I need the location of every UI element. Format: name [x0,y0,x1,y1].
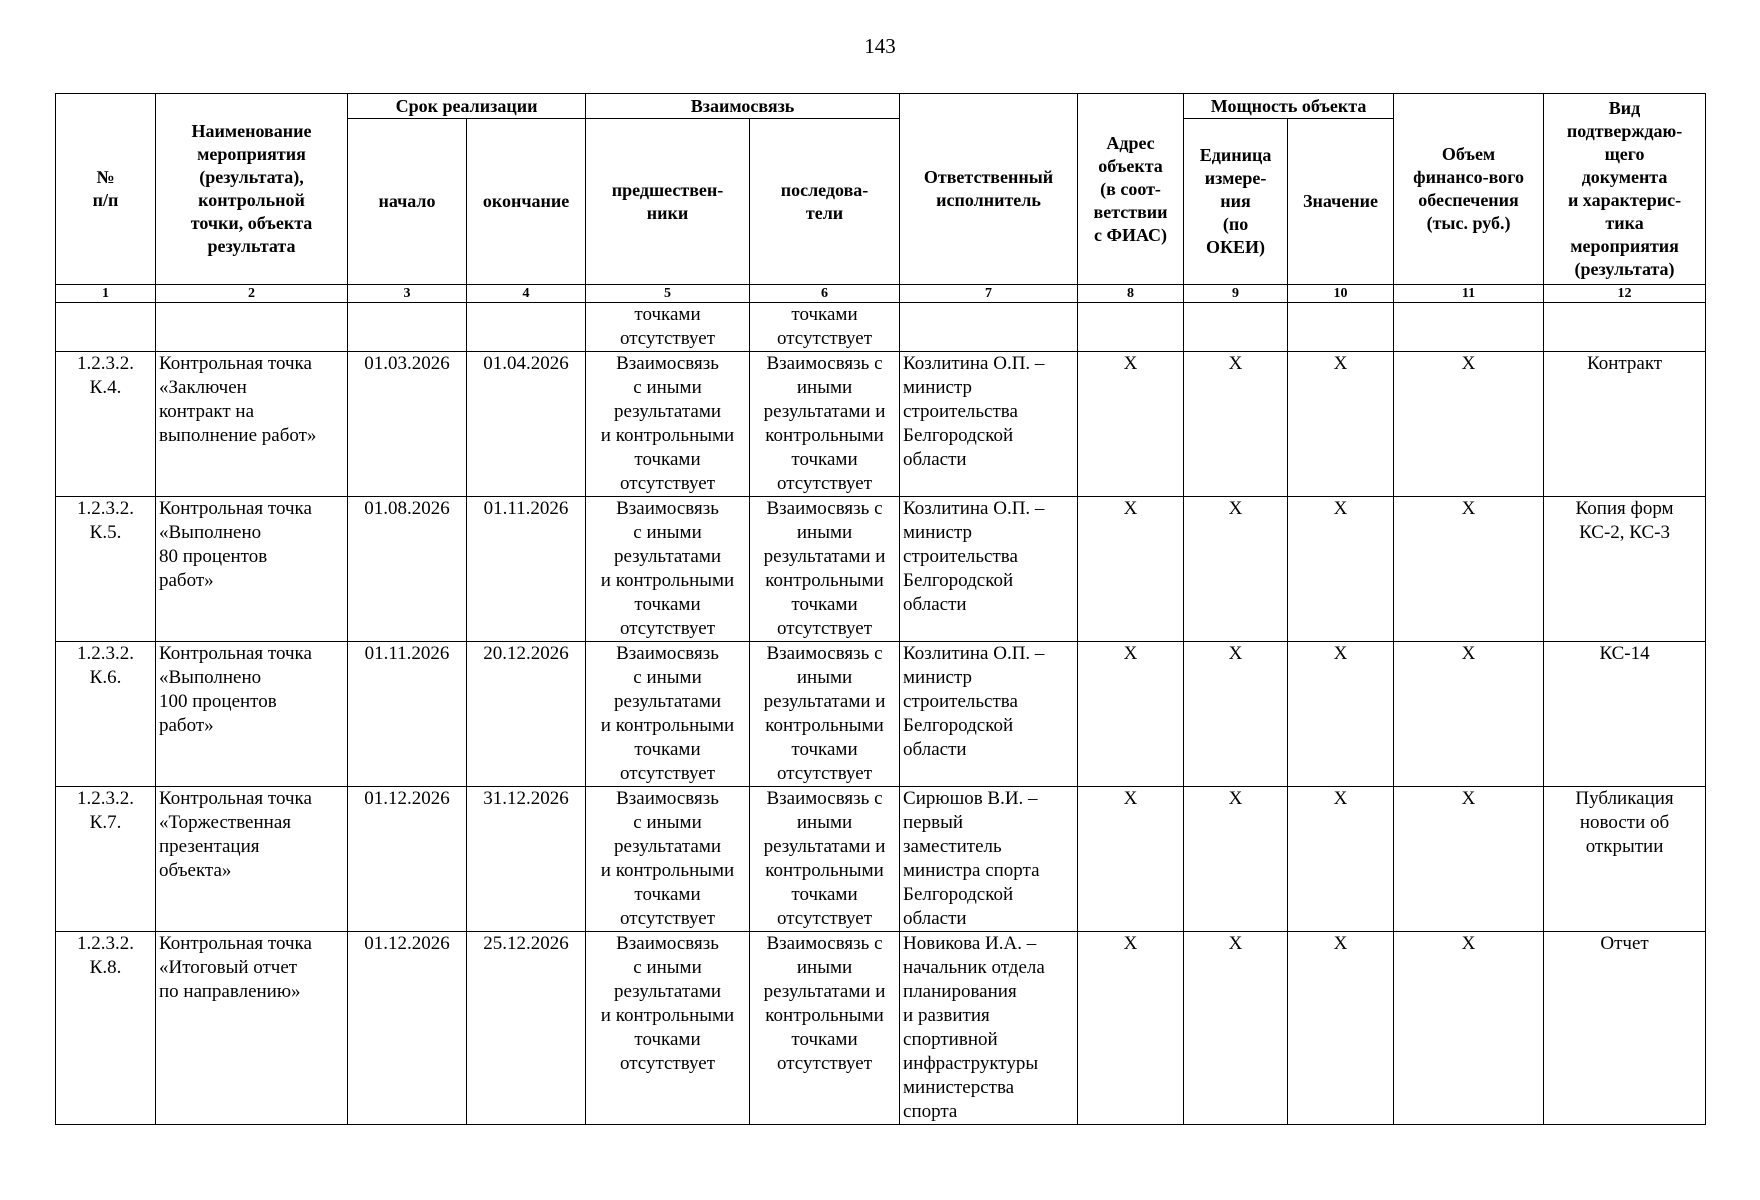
cell-unit: X [1184,787,1288,932]
cell-pred: Взаимосвязь с иными результатами и контрольными точками отсутствует [586,932,750,1125]
cell-num: 1.2.3.2. К.7. [56,787,156,932]
continuation-row [56,303,1706,352]
header-relation-pred: предшествен- ники [586,119,750,285]
cell-num: 1.2.3.2. К.5. [56,497,156,642]
cell-pred: Взаимосвязь с иными результатами и контрольными точками отсутствует [586,642,750,787]
header-address: Адрес объекта (в соот- ветствии с ФИАС) [1078,94,1184,285]
cell-end: 20.12.2026 [467,642,586,787]
cell-name: Контрольная точка «Торжественная презентация объекта» [156,787,348,932]
cell-value: X [1288,787,1394,932]
cell-unit: X [1184,352,1288,497]
header-num: № п/п [56,94,156,285]
cell-num: 1.2.3.2. К.6. [56,642,156,787]
cell-address: X [1078,352,1184,497]
table-row [56,497,1706,642]
cell-responsible: Козлитина О.П. – министр строительства Белгородской области [900,642,1078,787]
cell-succ: Взаимосвязь с иными результатами и контрольными точками отсутствует [750,787,900,932]
cell-funding [1394,303,1544,352]
col-number: 7 [900,285,1078,303]
header-capacity-group: Мощность объекта [1184,94,1394,119]
cell-num [56,303,156,352]
cell-pred: Взаимосвязь с иными результатами и контрольными точками отсутствует [586,787,750,932]
cell-num: 1.2.3.2. К.4. [56,352,156,497]
cell-responsible: Сирюшов В.И. – первый заместитель министра спорта Белгородской области [900,787,1078,932]
col-number: 9 [1184,285,1288,303]
cell-address: X [1078,642,1184,787]
table-row [56,642,1706,787]
cell-responsible: Козлитина О.П. – министр строительства Белгородской области [900,497,1078,642]
page-number: 143 [864,34,896,58]
header-responsible: Ответственный исполнитель [900,94,1078,285]
cell-start: 01.11.2026 [348,642,467,787]
cell-doc: Копия форм КС-2, КС-3 [1544,497,1706,642]
cell-start: 01.12.2026 [348,787,467,932]
cell-value: X [1288,352,1394,497]
col-number: 12 [1544,285,1706,303]
cell-end: 01.04.2026 [467,352,586,497]
col-number: 8 [1078,285,1184,303]
cell-doc [1544,303,1706,352]
cell-succ: Взаимосвязь с иными результатами и контрольными точками отсутствует [750,497,900,642]
cell-responsible: Новикова И.А. – начальник отдела планирования и развития спортивной инфраструктуры министерства спорта [900,932,1078,1125]
header-name: Наименование мероприятия (результата), контрольной точки, объекта результата [156,94,348,285]
cell-start: 01.03.2026 [348,352,467,497]
cell-funding: X [1394,352,1544,497]
table-header [56,94,1706,303]
cell-unit: X [1184,642,1288,787]
cell-end: 25.12.2026 [467,932,586,1125]
cell-address: X [1078,932,1184,1125]
cell-name: Контрольная точка «Выполнено 80 процентов работ» [156,497,348,642]
cell-funding: X [1394,497,1544,642]
table-row [56,787,1706,932]
header-relation-group: Взаимосвязь [586,94,900,119]
header-funding: Объем финансо-вого обеспечения (тыс. руб.) [1394,94,1544,285]
cell-doc: Публикация новости об открытии [1544,787,1706,932]
cell-responsible: Козлитина О.П. – министр строительства Белгородской области [900,352,1078,497]
header-term-start: начало [348,119,467,285]
cell-name: Контрольная точка «Итоговый отчет по направлению» [156,932,348,1125]
control-points-table [55,93,1706,1125]
cell-funding: X [1394,932,1544,1125]
cell-succ: Взаимосвязь с иными результатами и контрольными точками отсутствует [750,352,900,497]
cell-address: X [1078,497,1184,642]
table-row [56,932,1706,1125]
cell-pred: точками отсутствует [586,303,750,352]
cell-value: X [1288,932,1394,1125]
cell-funding: X [1394,787,1544,932]
col-number: 2 [156,285,348,303]
cell-end: 01.11.2026 [467,497,586,642]
cell-name: Контрольная точка «Выполнено 100 процентов работ» [156,642,348,787]
cell-name: Контрольная точка «Заключен контракт на выполнение работ» [156,352,348,497]
col-number: 3 [348,285,467,303]
cell-address: X [1078,787,1184,932]
cell-end: 31.12.2026 [467,787,586,932]
cell-start [348,303,467,352]
col-number: 5 [586,285,750,303]
cell-address [1078,303,1184,352]
table-body [56,303,1706,1125]
cell-unit [1184,303,1288,352]
cell-doc: КС-14 [1544,642,1706,787]
col-number: 1 [56,285,156,303]
cell-name [156,303,348,352]
col-number: 10 [1288,285,1394,303]
header-relation-succ: последова- тели [750,119,900,285]
cell-doc: Отчет [1544,932,1706,1125]
header-capacity-unit: Единица измере- ния (по ОКЕИ) [1184,119,1288,285]
cell-value [1288,303,1394,352]
header-term-group: Срок реализации [348,94,586,119]
cell-pred: Взаимосвязь с иными результатами и контрольными точками отсутствует [586,497,750,642]
cell-end [467,303,586,352]
header-term-end: окончание [467,119,586,285]
table-row [56,352,1706,497]
col-number: 11 [1394,285,1544,303]
cell-responsible [900,303,1078,352]
cell-doc: Контракт [1544,352,1706,497]
cell-pred: Взаимосвязь с иными результатами и контрольными точками отсутствует [586,352,750,497]
cell-start: 01.12.2026 [348,932,467,1125]
cell-unit: X [1184,932,1288,1125]
cell-funding: X [1394,642,1544,787]
cell-unit: X [1184,497,1288,642]
cell-succ: Взаимосвязь с иными результатами и контрольными точками отсутствует [750,642,900,787]
cell-value: X [1288,497,1394,642]
col-number: 4 [467,285,586,303]
cell-succ: Взаимосвязь с иными результатами и контрольными точками отсутствует [750,932,900,1125]
cell-num: 1.2.3.2. К.8. [56,932,156,1125]
cell-start: 01.08.2026 [348,497,467,642]
cell-value: X [1288,642,1394,787]
cell-succ: точками отсутствует [750,303,900,352]
col-number: 6 [750,285,900,303]
header-capacity-value: Значение [1288,119,1394,285]
header-doc-type: Вид подтверждаю- щего документа и характерис- тика мероприятия (результата) [1544,94,1706,285]
